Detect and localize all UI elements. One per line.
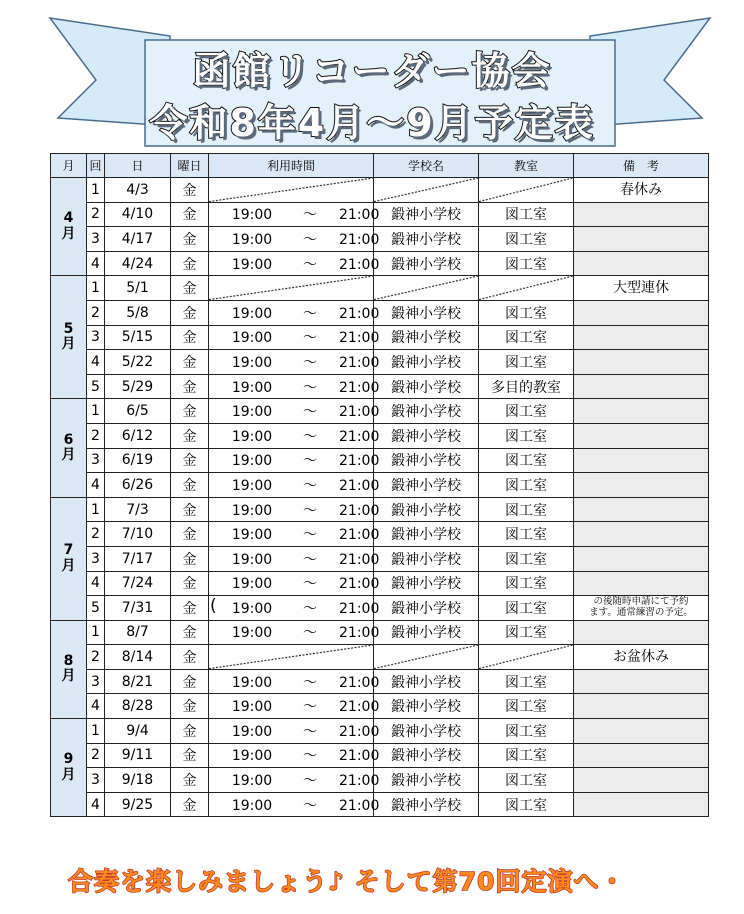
row-school: 鍛神小学校 xyxy=(374,669,479,694)
row-note xyxy=(574,473,709,498)
row-school: 鍛神小学校 xyxy=(374,792,479,817)
table-row xyxy=(51,202,709,227)
time-end: 21:00 xyxy=(339,527,380,544)
table-row xyxy=(51,792,709,817)
row-time xyxy=(209,325,380,350)
row-time xyxy=(209,374,380,399)
row-time xyxy=(209,227,380,252)
row-room: 図工室 xyxy=(479,497,574,522)
row-school: 鍛神小学校 xyxy=(374,473,479,498)
row-room: 図工室 xyxy=(479,350,574,375)
row-time xyxy=(209,448,380,473)
row-date: 7/3 xyxy=(105,497,171,522)
row-note xyxy=(574,768,709,793)
row-school: 鍛神小学校 xyxy=(374,719,479,744)
row-school: 鍛神小学校 xyxy=(374,596,479,621)
time-tilde: ～ xyxy=(303,674,317,691)
row-school: 鍛神小学校 xyxy=(374,448,479,473)
month-label: 4 月 xyxy=(51,178,87,276)
row-weekday: 金 xyxy=(171,276,209,301)
row-date: 5/8 xyxy=(105,300,171,325)
row-number: 4 xyxy=(87,473,105,498)
row-room: 図工室 xyxy=(479,694,574,719)
time-start: 19:00 xyxy=(231,256,273,273)
col-room-header: 教室 xyxy=(479,154,574,178)
schedule-table xyxy=(50,153,709,817)
table-row xyxy=(51,719,709,744)
row-time xyxy=(209,399,380,424)
room-empty-slash xyxy=(479,178,574,203)
row-weekday: 金 xyxy=(171,743,209,768)
time-end: 21:00 xyxy=(339,699,380,716)
row-room: 図工室 xyxy=(479,546,574,571)
row-room: 図工室 xyxy=(479,571,574,596)
row-date: 7/31 xyxy=(105,596,171,621)
row-time xyxy=(209,571,380,596)
row-date: 9/25 xyxy=(105,792,171,817)
table-row xyxy=(51,374,709,399)
row-date: 5/15 xyxy=(105,325,171,350)
row-number: 1 xyxy=(87,719,105,744)
time-start: 19:00 xyxy=(231,428,273,445)
row-weekday: 金 xyxy=(171,473,209,498)
row-weekday: 金 xyxy=(171,202,209,227)
table-row xyxy=(51,497,709,522)
row-time xyxy=(209,473,380,498)
time-tilde: ～ xyxy=(303,453,317,470)
time-tilde: ～ xyxy=(303,773,317,790)
time-start: 19:00 xyxy=(231,404,273,421)
row-number: 3 xyxy=(87,669,105,694)
row-note: 大型連休 xyxy=(574,276,709,301)
time-tilde: ～ xyxy=(303,404,317,421)
row-weekday: 金 xyxy=(171,669,209,694)
row-room: 図工室 xyxy=(479,596,574,621)
row-room: 図工室 xyxy=(479,620,574,645)
footer-slogan: 合奏を楽しみましょう♪ そして第70回定演へ・ xyxy=(68,867,626,896)
row-note xyxy=(574,719,709,744)
row-weekday: 金 xyxy=(171,719,209,744)
room-empty-slash xyxy=(479,276,574,301)
time-end: 21:00 xyxy=(339,625,380,642)
row-number: 1 xyxy=(87,620,105,645)
row-time xyxy=(209,546,380,571)
time-tilde: ～ xyxy=(303,625,317,642)
row-room: 図工室 xyxy=(479,448,574,473)
table-row xyxy=(51,300,709,325)
row-note xyxy=(574,202,709,227)
time-end: 21:00 xyxy=(339,256,380,273)
time-start: 19:00 xyxy=(231,502,273,519)
row-weekday: 金 xyxy=(171,423,209,448)
row-note xyxy=(574,300,709,325)
row-date: 7/24 xyxy=(105,571,171,596)
col-school-header: 学校名 xyxy=(374,154,479,178)
time-end: 21:00 xyxy=(339,404,380,421)
row-note xyxy=(574,546,709,571)
row-date: 6/12 xyxy=(105,423,171,448)
time-start: 19:00 xyxy=(231,379,273,396)
table-row xyxy=(51,276,709,301)
row-date: 4/10 xyxy=(105,202,171,227)
row-note xyxy=(574,669,709,694)
row-room: 図工室 xyxy=(479,473,574,498)
col-num-header: 回 xyxy=(87,154,105,178)
row-note xyxy=(574,792,709,817)
row-date: 9/18 xyxy=(105,768,171,793)
row-school: 鍛神小学校 xyxy=(374,350,479,375)
row-time xyxy=(209,350,380,375)
time-end: 21:00 xyxy=(339,354,380,371)
row-room: 図工室 xyxy=(479,792,574,817)
row-date: 9/11 xyxy=(105,743,171,768)
row-school: 鍛神小学校 xyxy=(374,399,479,424)
month-label: 6 月 xyxy=(51,399,87,497)
header-row xyxy=(51,154,709,178)
time-tilde: ～ xyxy=(303,723,317,740)
row-note xyxy=(574,399,709,424)
row-note xyxy=(574,325,709,350)
time-end: 21:00 xyxy=(339,723,380,740)
row-note: お盆休み xyxy=(574,645,709,670)
row-number: 3 xyxy=(87,448,105,473)
row-weekday: 金 xyxy=(171,178,209,203)
row-school: 鍛神小学校 xyxy=(374,546,479,571)
row-time xyxy=(209,300,380,325)
time-end: 21:00 xyxy=(339,576,380,593)
row-school: 鍛神小学校 xyxy=(374,522,479,547)
time-tilde: ～ xyxy=(303,428,317,445)
table-row xyxy=(51,251,709,276)
row-date: 8/7 xyxy=(105,620,171,645)
time-tilde: ～ xyxy=(303,797,317,814)
time-start: 19:00 xyxy=(231,305,273,322)
col-note-header: 備 考 xyxy=(574,154,709,178)
month-label: 5 月 xyxy=(51,276,87,399)
row-date: 4/17 xyxy=(105,227,171,252)
time-start: 19:00 xyxy=(231,600,273,617)
row-time xyxy=(209,792,380,817)
row-school: 鍛神小学校 xyxy=(374,743,479,768)
row-weekday: 金 xyxy=(171,350,209,375)
time-start: 19:00 xyxy=(231,674,273,691)
open-paren: ( xyxy=(210,596,217,617)
row-time xyxy=(209,497,380,522)
row-room: 図工室 xyxy=(479,522,574,547)
time-start: 19:00 xyxy=(231,699,273,716)
row-note xyxy=(574,694,709,719)
room-empty-slash xyxy=(479,645,574,670)
row-time xyxy=(209,251,380,276)
table-row xyxy=(51,325,709,350)
time-empty-slash xyxy=(209,645,374,670)
row-number: 3 xyxy=(87,325,105,350)
month-label: 7 月 xyxy=(51,497,87,620)
row-number: 1 xyxy=(87,276,105,301)
time-end: 21:00 xyxy=(339,477,380,494)
row-weekday: 金 xyxy=(171,694,209,719)
row-note: の後随時申請にて予約 ます。通常練習の予定。 xyxy=(574,596,709,621)
table-row xyxy=(51,473,709,498)
time-start: 19:00 xyxy=(231,625,273,642)
table-row xyxy=(51,423,709,448)
row-weekday: 金 xyxy=(171,571,209,596)
row-time xyxy=(209,694,380,719)
table-row xyxy=(51,596,709,621)
row-number: 4 xyxy=(87,350,105,375)
col-time-header: 利用時間 xyxy=(209,154,374,178)
row-time xyxy=(209,743,380,768)
school-empty-slash xyxy=(374,178,479,203)
row-number: 2 xyxy=(87,645,105,670)
row-time xyxy=(209,522,380,547)
time-start: 19:00 xyxy=(231,576,273,593)
time-tilde: ～ xyxy=(303,502,317,519)
row-weekday: 金 xyxy=(171,374,209,399)
time-end: 21:00 xyxy=(339,379,380,396)
row-room: 図工室 xyxy=(479,202,574,227)
time-end: 21:00 xyxy=(339,600,380,617)
row-date: 6/5 xyxy=(105,399,171,424)
row-number: 4 xyxy=(87,792,105,817)
time-start: 19:00 xyxy=(231,477,273,494)
table-row xyxy=(51,448,709,473)
table-row xyxy=(51,571,709,596)
table-row xyxy=(51,620,709,645)
table-row xyxy=(51,645,709,670)
row-number: 4 xyxy=(87,571,105,596)
row-room: 図工室 xyxy=(479,423,574,448)
row-number: 4 xyxy=(87,251,105,276)
row-number: 5 xyxy=(87,596,105,621)
col-date-header: 日 xyxy=(105,154,171,178)
row-date: 5/29 xyxy=(105,374,171,399)
row-note xyxy=(574,620,709,645)
row-room: 図工室 xyxy=(479,719,574,744)
row-weekday: 金 xyxy=(171,620,209,645)
month-label: 9 月 xyxy=(51,719,87,817)
time-start: 19:00 xyxy=(231,231,273,248)
row-number: 3 xyxy=(87,227,105,252)
time-end: 21:00 xyxy=(339,207,380,224)
row-date: 4/24 xyxy=(105,251,171,276)
time-tilde: ～ xyxy=(303,576,317,593)
row-note xyxy=(574,497,709,522)
row-school: 鍛神小学校 xyxy=(374,694,479,719)
time-start: 19:00 xyxy=(231,748,273,765)
row-note xyxy=(574,571,709,596)
row-room: 図工室 xyxy=(479,669,574,694)
row-weekday: 金 xyxy=(171,522,209,547)
time-tilde: ～ xyxy=(303,256,317,273)
time-end: 21:00 xyxy=(339,748,380,765)
time-start: 19:00 xyxy=(231,773,273,790)
time-start: 19:00 xyxy=(231,527,273,544)
row-room: 図工室 xyxy=(479,325,574,350)
row-date: 8/21 xyxy=(105,669,171,694)
row-number: 1 xyxy=(87,399,105,424)
time-empty-slash xyxy=(209,178,374,203)
table-row xyxy=(51,694,709,719)
row-date: 8/14 xyxy=(105,645,171,670)
row-date: 8/28 xyxy=(105,694,171,719)
row-time xyxy=(209,596,380,621)
table-row xyxy=(51,669,709,694)
row-time xyxy=(209,768,380,793)
time-start: 19:00 xyxy=(231,354,273,371)
row-note xyxy=(574,522,709,547)
row-room: 図工室 xyxy=(479,300,574,325)
table-row xyxy=(51,227,709,252)
row-weekday: 金 xyxy=(171,399,209,424)
table-row xyxy=(51,546,709,571)
row-number: 1 xyxy=(87,497,105,522)
time-empty-slash xyxy=(209,276,374,301)
time-end: 21:00 xyxy=(339,231,380,248)
row-number: 1 xyxy=(87,178,105,203)
time-tilde: ～ xyxy=(303,231,317,248)
row-number: 2 xyxy=(87,423,105,448)
time-start: 19:00 xyxy=(231,723,273,740)
time-tilde: ～ xyxy=(303,527,317,544)
row-weekday: 金 xyxy=(171,546,209,571)
time-end: 21:00 xyxy=(339,305,380,322)
row-weekday: 金 xyxy=(171,251,209,276)
row-weekday: 金 xyxy=(171,448,209,473)
time-tilde: ～ xyxy=(303,551,317,568)
row-note: 春休み xyxy=(574,178,709,203)
row-school: 鍛神小学校 xyxy=(374,497,479,522)
time-start: 19:00 xyxy=(231,551,273,568)
row-weekday: 金 xyxy=(171,768,209,793)
row-number: 5 xyxy=(87,374,105,399)
row-note xyxy=(574,423,709,448)
row-weekday: 金 xyxy=(171,497,209,522)
row-time xyxy=(209,719,380,744)
time-start: 19:00 xyxy=(231,330,273,347)
row-weekday: 金 xyxy=(171,325,209,350)
time-end: 21:00 xyxy=(339,773,380,790)
row-date: 6/26 xyxy=(105,473,171,498)
row-date: 5/22 xyxy=(105,350,171,375)
row-date: 9/4 xyxy=(105,719,171,744)
col-weekday-header: 曜日 xyxy=(171,154,209,178)
row-number: 4 xyxy=(87,694,105,719)
row-note xyxy=(574,743,709,768)
row-time xyxy=(209,669,380,694)
time-start: 19:00 xyxy=(231,207,273,224)
school-empty-slash xyxy=(374,645,479,670)
table-row xyxy=(51,399,709,424)
table-row xyxy=(51,522,709,547)
row-note xyxy=(574,448,709,473)
time-tilde: ～ xyxy=(303,600,317,617)
row-school: 鍛神小学校 xyxy=(374,374,479,399)
row-school: 鍛神小学校 xyxy=(374,251,479,276)
row-note xyxy=(574,251,709,276)
row-weekday: 金 xyxy=(171,792,209,817)
row-school: 鍛神小学校 xyxy=(374,423,479,448)
table-row xyxy=(51,743,709,768)
table-row xyxy=(51,768,709,793)
row-room: 図工室 xyxy=(479,251,574,276)
month-label: 8 月 xyxy=(51,620,87,718)
row-school: 鍛神小学校 xyxy=(374,325,479,350)
row-school: 鍛神小学校 xyxy=(374,571,479,596)
time-end: 21:00 xyxy=(339,551,380,568)
row-note xyxy=(574,350,709,375)
row-number: 2 xyxy=(87,300,105,325)
row-time xyxy=(209,423,380,448)
time-tilde: ～ xyxy=(303,699,317,716)
row-number: 2 xyxy=(87,743,105,768)
row-date: 5/1 xyxy=(105,276,171,301)
time-tilde: ～ xyxy=(303,207,317,224)
school-empty-slash xyxy=(374,276,479,301)
title-line-1: 函館リコーダー協会 xyxy=(192,49,552,93)
row-school: 鍛神小学校 xyxy=(374,768,479,793)
time-tilde: ～ xyxy=(303,354,317,371)
time-end: 21:00 xyxy=(339,428,380,445)
row-school: 鍛神小学校 xyxy=(374,202,479,227)
time-end: 21:00 xyxy=(339,453,380,470)
row-room: 多目的教室 xyxy=(479,374,574,399)
col-month-header: 月 xyxy=(51,154,87,178)
time-tilde: ～ xyxy=(303,305,317,322)
row-room: 図工室 xyxy=(479,399,574,424)
row-number: 3 xyxy=(87,768,105,793)
row-school: 鍛神小学校 xyxy=(374,620,479,645)
time-end: 21:00 xyxy=(339,674,380,691)
row-number: 2 xyxy=(87,202,105,227)
row-number: 3 xyxy=(87,546,105,571)
row-weekday: 金 xyxy=(171,596,209,621)
time-tilde: ～ xyxy=(303,477,317,494)
row-note xyxy=(574,374,709,399)
time-end: 21:00 xyxy=(339,502,380,519)
row-time xyxy=(209,202,380,227)
time-start: 19:00 xyxy=(231,453,273,470)
time-tilde: ～ xyxy=(303,379,317,396)
row-number: 2 xyxy=(87,522,105,547)
table-row xyxy=(51,178,709,203)
row-time xyxy=(209,620,380,645)
row-weekday: 金 xyxy=(171,645,209,670)
row-date: 4/3 xyxy=(105,178,171,203)
row-date: 6/19 xyxy=(105,448,171,473)
time-end: 21:00 xyxy=(339,797,380,814)
row-date: 7/10 xyxy=(105,522,171,547)
time-end: 21:00 xyxy=(339,330,380,347)
row-note xyxy=(574,227,709,252)
row-date: 7/17 xyxy=(105,546,171,571)
time-tilde: ～ xyxy=(303,748,317,765)
time-tilde: ～ xyxy=(303,330,317,347)
time-start: 19:00 xyxy=(231,797,273,814)
row-room: 図工室 xyxy=(479,227,574,252)
row-room: 図工室 xyxy=(479,768,574,793)
row-weekday: 金 xyxy=(171,300,209,325)
table-row xyxy=(51,350,709,375)
row-school: 鍛神小学校 xyxy=(374,300,479,325)
row-room: 図工室 xyxy=(479,743,574,768)
row-weekday: 金 xyxy=(171,227,209,252)
row-school: 鍛神小学校 xyxy=(374,227,479,252)
title-line-2: 令和8年4月～9月予定表 xyxy=(149,101,595,145)
